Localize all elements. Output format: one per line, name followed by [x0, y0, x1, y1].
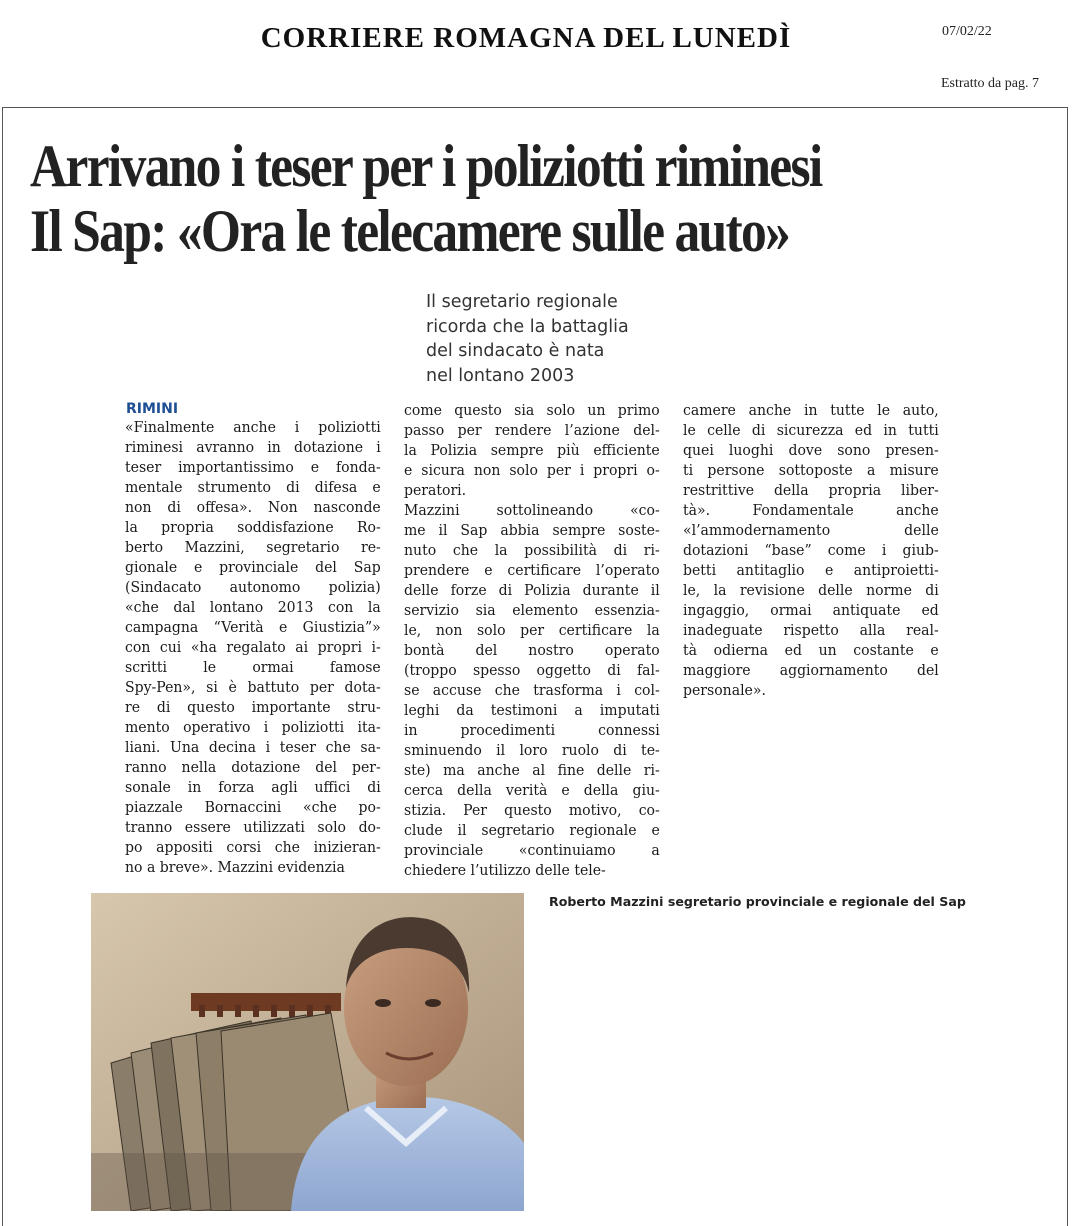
article-text-line: le, non solo per certificare la	[404, 621, 660, 639]
headline-line-2: Il Sap: «Ora le telecamere sulle auto»	[30, 198, 790, 264]
article-text-line: con cui «ha regalato ai propri i-	[125, 638, 381, 656]
article-text-line: restrittive della propria liber-	[683, 481, 939, 499]
article-text-line: prendere e certificare l’operato	[404, 561, 660, 579]
article-column-3	[683, 400, 939, 700]
article-text-line: le, la revisione delle norme di	[683, 581, 939, 599]
article-text-line: Spy-Pen», si è battuto per dota-	[125, 678, 381, 696]
masthead: CORRIERE ROMAGNA DEL LUNEDÌ	[260, 22, 792, 54]
article-text-line: tà odierna ed un costante e	[683, 641, 939, 659]
article-text-line: leghi da testimoni a imputati	[404, 701, 660, 719]
article-text-line: piazzale Bornaccini «che po-	[125, 798, 381, 816]
article-text-line: nuto che la possibilità di ri-	[404, 541, 660, 559]
article-text-line: non di offesa». Non nasconde	[125, 498, 381, 516]
article-text-line: clude il segretario regionale e	[404, 821, 660, 839]
article-text-line: «che dal lontano 2013 con la	[125, 598, 381, 616]
article-text-line: servizio sia elemento essenzia-	[404, 601, 660, 619]
article-text-line: stizia. Per questo motivo, co-	[404, 801, 660, 819]
article-text-line: bontà del nostro operato	[404, 641, 660, 659]
article-column-2	[404, 400, 660, 880]
subtitle-line: nel lontano 2003	[426, 365, 575, 386]
article-text-line: re di questo importante stru-	[125, 698, 381, 716]
article-text-line: po appositi corsi che inizieran-	[125, 838, 381, 856]
article-text-line: no a breve». Mazzini evidenzia	[125, 858, 345, 876]
article-text-line: Mazzini sottolineando «co-	[404, 501, 660, 519]
subtitle	[426, 290, 666, 388]
article-text-line: provinciale «continuiamo a	[404, 841, 660, 859]
article-text-line: maggiore aggiornamento del	[683, 661, 939, 679]
portrait-photo	[91, 893, 524, 1211]
article-text-line: (troppo spesso oggetto di fal-	[404, 661, 660, 679]
article-text-line: betti antitaglio e antiproietti-	[683, 561, 939, 579]
subtitle-line: ricorda che la battaglia	[426, 316, 629, 337]
article-text-line: tà». Fondamentale anche	[683, 501, 939, 519]
article-text-line: cerca della verità e della giu-	[404, 781, 660, 799]
photo-caption: Roberto Mazzini segretario provinciale e regionale del Sap	[549, 894, 966, 909]
article-text-line: chiedere l’utilizzo delle tele-	[404, 861, 606, 879]
article-text-line: quei luoghi dove sono presen-	[683, 441, 939, 459]
article-text-line: dotazioni “base” come i giub-	[683, 541, 939, 559]
article-text-line: riminesi avranno in dotazione i	[125, 438, 381, 456]
article-text-line: scritti le ormai famose	[125, 658, 381, 676]
article-text-line: me il Sap abbia sempre soste-	[404, 521, 660, 539]
article-text-line: tranno essere utilizzati solo do-	[125, 818, 381, 836]
article-text-line: ti persone sottoposte a misure	[683, 461, 939, 479]
portrait-photo-icon	[91, 893, 524, 1211]
article-text-line: e sicura non solo per i propri o-	[404, 461, 660, 479]
article-text-line: ingaggio, ormai antiquate ed	[683, 601, 939, 619]
article-text-line: «Finalmente anche i poliziotti	[125, 418, 381, 436]
article-text-line: mentale strumento di difesa e	[125, 478, 381, 496]
article-text-line: la Polizia sempre più efficiente	[404, 441, 660, 459]
article-text-line: personale».	[683, 681, 766, 699]
article-text-line: gionale e provinciale del Sap	[125, 558, 381, 576]
article-text-line: camere anche in tutte le auto,	[683, 401, 939, 419]
article-text-line: (Sindacato autonomo polizia)	[125, 578, 381, 596]
article-text-line: come questo sia solo un primo	[404, 401, 660, 419]
article-text-line: liani. Una decina i teser che sa-	[125, 738, 381, 756]
article-text-line: ste) ma anche al fine delle ri-	[404, 761, 660, 779]
article-text-line: inadeguate rispetto alla real-	[683, 621, 939, 639]
article-text-line: campagna “Verità e Giustizia”»	[125, 618, 381, 636]
article-text-line: sonale in forza agli uffici di	[125, 778, 381, 796]
article-text-line: «l’ammodernamento delle	[683, 521, 939, 539]
article-text-line: delle forze di Polizia durante il	[404, 581, 660, 599]
kicker-location: RIMINI	[126, 401, 179, 417]
article-text-line: ranno nella dotazione del per-	[125, 758, 381, 776]
article-text-line: teser importantissimo e fonda-	[125, 458, 381, 476]
subtitle-line: del sindacato è nata	[426, 341, 605, 361]
publication-date: 07/02/22	[942, 24, 992, 39]
article-text-line: la propria soddisfazione Ro-	[125, 518, 381, 536]
headline-line-1: Arrivano i teser per i poliziotti riminesi	[30, 133, 822, 199]
article-column-1	[125, 417, 381, 877]
article-text-line: mento operativo i poliziotti ita-	[125, 718, 381, 736]
article-text-line: se accuse che trasforma i col-	[404, 681, 660, 699]
article-text-line: passo per rendere l’azione del-	[404, 421, 660, 439]
article-text-line: in procedimenti connessi	[404, 721, 660, 739]
article-text-line: sminuendo il loro ruolo di te-	[404, 741, 660, 759]
article-text-line: berto Mazzini, segretario re-	[125, 538, 381, 556]
subtitle-line: Il segretario regionale	[426, 292, 618, 312]
page-extract-label: Estratto da pag. 7	[941, 76, 1039, 91]
article-text-line: peratori.	[404, 481, 467, 499]
article-text-line: le celle di sicurezza ed in tutti	[683, 421, 939, 439]
